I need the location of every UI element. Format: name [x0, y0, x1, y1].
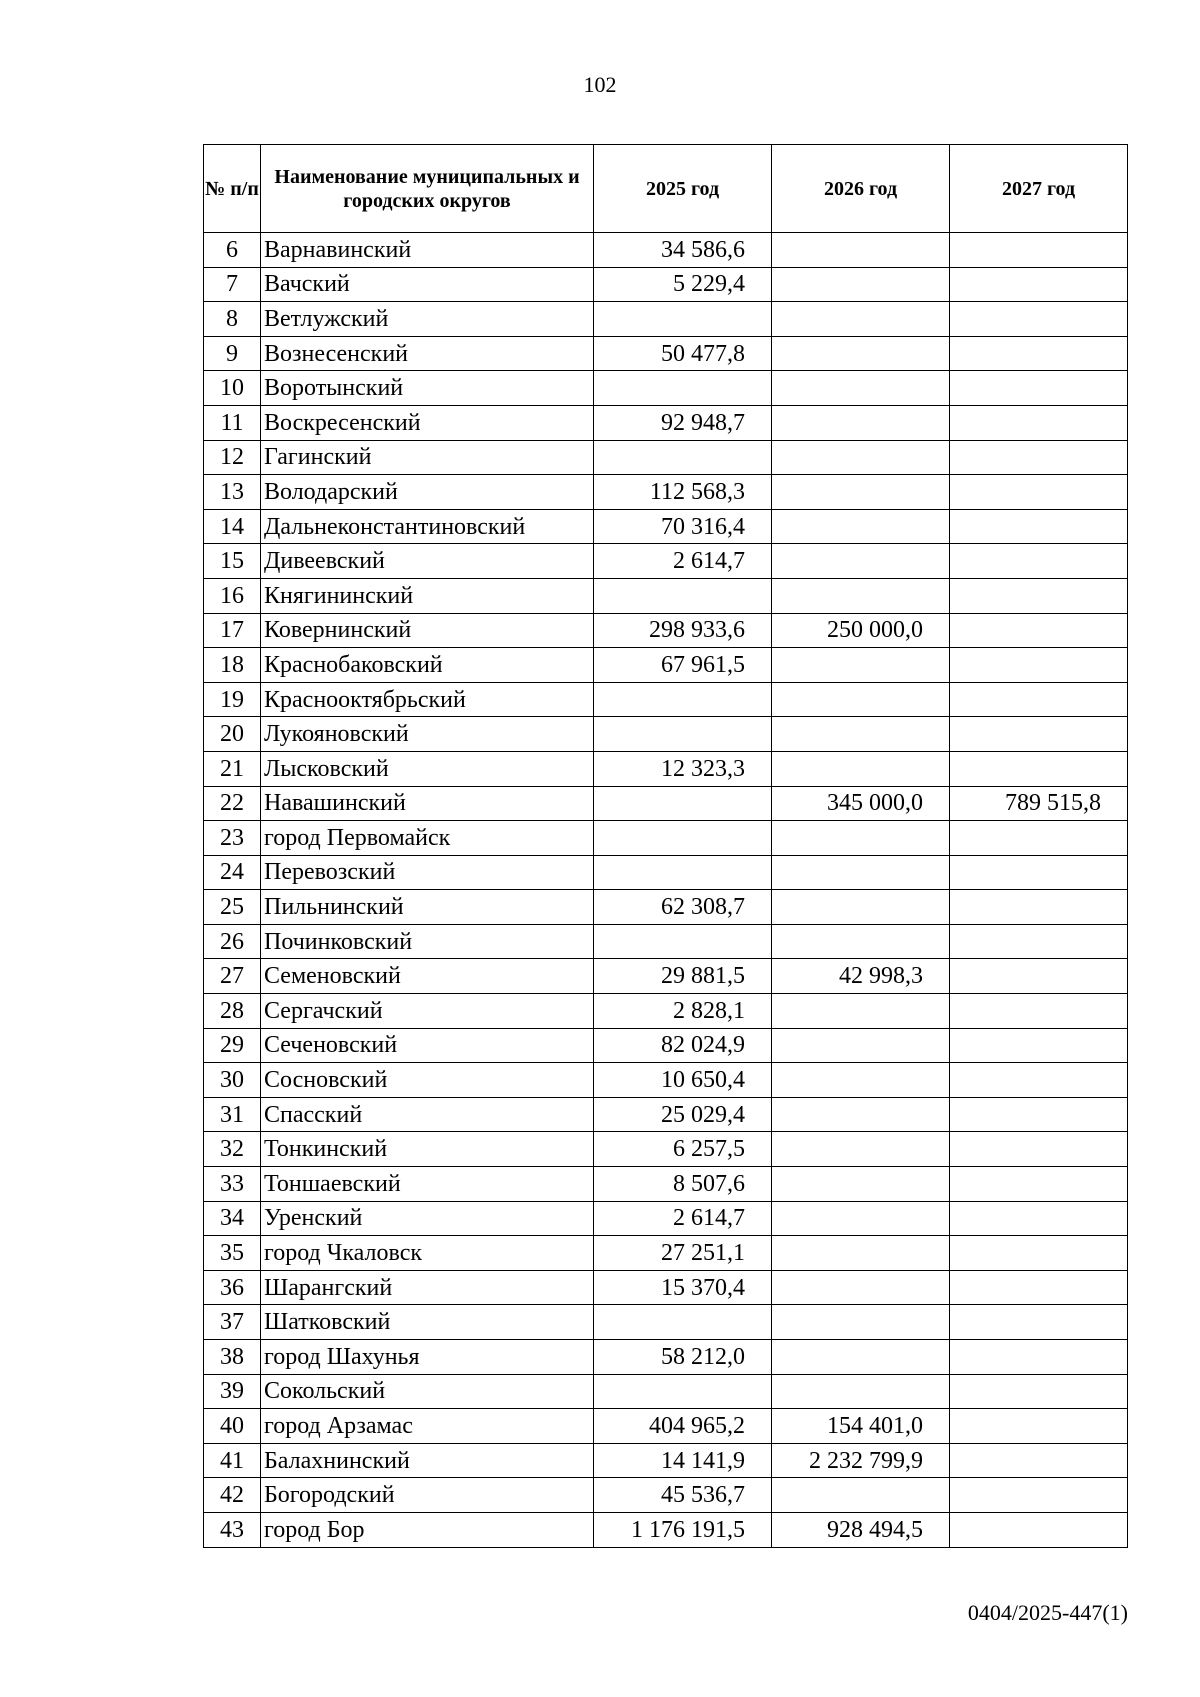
value-2026: 42 998,3: [772, 959, 950, 994]
value-2027: [950, 336, 1128, 371]
table-row: [204, 994, 1128, 1029]
row-number: 28: [204, 994, 261, 1029]
municipality-name: Сосновский: [261, 1063, 594, 1098]
municipality-name: Варнавинский: [261, 233, 594, 268]
table-row: [204, 682, 1128, 717]
row-number: 21: [204, 751, 261, 786]
value-2027: [950, 1443, 1128, 1478]
value-2025: 67 961,5: [594, 648, 772, 683]
municipality-name: Гагинский: [261, 440, 594, 475]
table-row: [204, 1443, 1128, 1478]
row-number: 43: [204, 1512, 261, 1547]
value-2027: [950, 751, 1128, 786]
value-2025: [594, 682, 772, 717]
value-2026: [772, 1167, 950, 1202]
table-row: [204, 302, 1128, 337]
value-2027: [950, 890, 1128, 925]
value-2027: [950, 1201, 1128, 1236]
row-number: 39: [204, 1374, 261, 1409]
value-2027: [950, 1270, 1128, 1305]
value-2026: [772, 405, 950, 440]
municipality-name: Вознесенский: [261, 336, 594, 371]
value-2027: 789 515,8: [950, 786, 1128, 821]
municipality-name: Навашинский: [261, 786, 594, 821]
value-2025: [594, 924, 772, 959]
value-2027: [950, 1097, 1128, 1132]
document-code: 0404/2025-447(1): [967, 1600, 1128, 1625]
value-2026: [772, 751, 950, 786]
table-row: [204, 1270, 1128, 1305]
value-2025: 45 536,7: [594, 1478, 772, 1513]
row-number: 42: [204, 1478, 261, 1513]
value-2027: [950, 1028, 1128, 1063]
value-2027: [950, 924, 1128, 959]
row-number: 25: [204, 890, 261, 925]
value-2025: 8 507,6: [594, 1167, 772, 1202]
row-number: 38: [204, 1340, 261, 1375]
value-2027: [950, 440, 1128, 475]
value-2025: 15 370,4: [594, 1270, 772, 1305]
table-row: [204, 1097, 1128, 1132]
table-row: [204, 717, 1128, 752]
value-2025: 82 024,9: [594, 1028, 772, 1063]
value-2027: [950, 475, 1128, 510]
table-row: [204, 821, 1128, 856]
municipality-name: Шатковский: [261, 1305, 594, 1340]
value-2027: [950, 267, 1128, 302]
value-2026: [772, 440, 950, 475]
value-2026: [772, 994, 950, 1029]
value-2025: [594, 302, 772, 337]
row-number: 14: [204, 509, 261, 544]
value-2025: 2 828,1: [594, 994, 772, 1029]
value-2025: 29 881,5: [594, 959, 772, 994]
municipality-name: Княгининский: [261, 578, 594, 613]
row-number: 24: [204, 855, 261, 890]
municipality-name: город Шахунья: [261, 1340, 594, 1375]
row-number: 6: [204, 233, 261, 268]
allocation-table: [203, 144, 1128, 1548]
value-2025: [594, 821, 772, 856]
municipality-name: Дальнеконстантиновский: [261, 509, 594, 544]
row-number: 41: [204, 1443, 261, 1478]
table-row: [204, 1132, 1128, 1167]
value-2027: [950, 578, 1128, 613]
value-2025: [594, 1305, 772, 1340]
value-2027: [950, 544, 1128, 579]
value-2027: [950, 1374, 1128, 1409]
value-2025: [594, 786, 772, 821]
row-number: 11: [204, 405, 261, 440]
value-2027: [950, 1512, 1128, 1547]
value-2027: [950, 302, 1128, 337]
value-2027: [950, 821, 1128, 856]
value-2027: [950, 1063, 1128, 1098]
table-row: [204, 440, 1128, 475]
value-2026: [772, 233, 950, 268]
table-row: [204, 924, 1128, 959]
value-2025: 70 316,4: [594, 509, 772, 544]
value-2026: [772, 717, 950, 752]
row-number: 15: [204, 544, 261, 579]
value-2026: 345 000,0: [772, 786, 950, 821]
value-2025: 112 568,3: [594, 475, 772, 510]
row-number: 35: [204, 1236, 261, 1271]
row-number: 37: [204, 1305, 261, 1340]
row-number: 22: [204, 786, 261, 821]
value-2025: [594, 440, 772, 475]
row-number: 10: [204, 371, 261, 406]
value-2027: [950, 613, 1128, 648]
value-2026: [772, 1097, 950, 1132]
value-2027: [950, 405, 1128, 440]
table-row: [204, 1236, 1128, 1271]
row-number: 7: [204, 267, 261, 302]
value-2026: 154 401,0: [772, 1409, 950, 1444]
table-row: [204, 544, 1128, 579]
value-2026: [772, 475, 950, 510]
header-2025: 2025 год: [594, 145, 772, 233]
table-row: [204, 1374, 1128, 1409]
row-number: 29: [204, 1028, 261, 1063]
value-2026: 250 000,0: [772, 613, 950, 648]
value-2026: [772, 1374, 950, 1409]
value-2026: [772, 509, 950, 544]
value-2027: [950, 648, 1128, 683]
value-2027: [950, 1340, 1128, 1375]
value-2027: [950, 1236, 1128, 1271]
value-2026: [772, 1478, 950, 1513]
value-2025: 92 948,7: [594, 405, 772, 440]
value-2027: [950, 994, 1128, 1029]
municipality-name: Перевозский: [261, 855, 594, 890]
value-2026: 928 494,5: [772, 1512, 950, 1547]
municipality-name: Пильнинский: [261, 890, 594, 925]
value-2025: 298 933,6: [594, 613, 772, 648]
row-number: 23: [204, 821, 261, 856]
municipality-name: Сокольский: [261, 1374, 594, 1409]
table-row: [204, 509, 1128, 544]
row-number: 16: [204, 578, 261, 613]
header-2026: 2026 год: [772, 145, 950, 233]
table-row: [204, 1512, 1128, 1547]
row-number: 8: [204, 302, 261, 337]
municipality-name: Тоншаевский: [261, 1167, 594, 1202]
municipality-name: Семеновский: [261, 959, 594, 994]
municipality-name: город Первомайск: [261, 821, 594, 856]
municipality-name: Лукояновский: [261, 717, 594, 752]
table-row: [204, 751, 1128, 786]
value-2026: [772, 1063, 950, 1098]
value-2026: [772, 1132, 950, 1167]
row-number: 17: [204, 613, 261, 648]
municipality-name: Балахнинский: [261, 1443, 594, 1478]
value-2026: [772, 544, 950, 579]
table-row: [204, 475, 1128, 510]
table-row: [204, 578, 1128, 613]
municipality-name: город Бор: [261, 1512, 594, 1547]
municipality-name: Тонкинский: [261, 1132, 594, 1167]
table-row: [204, 1201, 1128, 1236]
value-2025: 404 965,2: [594, 1409, 772, 1444]
municipality-name: Воскресенский: [261, 405, 594, 440]
value-2025: [594, 1374, 772, 1409]
value-2026: [772, 821, 950, 856]
value-2026: [772, 1028, 950, 1063]
value-2026: [772, 371, 950, 406]
value-2027: [950, 1409, 1128, 1444]
table-row: [204, 233, 1128, 268]
header-num: № п/п: [204, 145, 261, 233]
row-number: 19: [204, 682, 261, 717]
row-number: 32: [204, 1132, 261, 1167]
header-name: Наименование муниципальных и городских округов: [261, 145, 594, 233]
municipality-name: город Арзамас: [261, 1409, 594, 1444]
table-row: [204, 786, 1128, 821]
page-number: 102: [583, 72, 617, 97]
value-2025: 1 176 191,5: [594, 1512, 772, 1547]
value-2025: 34 586,6: [594, 233, 772, 268]
table-row: [204, 267, 1128, 302]
value-2026: [772, 1236, 950, 1271]
value-2025: 27 251,1: [594, 1236, 772, 1271]
value-2026: [772, 855, 950, 890]
table-row: [204, 959, 1128, 994]
municipality-name: Починковский: [261, 924, 594, 959]
table-row: [204, 336, 1128, 371]
table-row: [204, 648, 1128, 683]
row-number: 34: [204, 1201, 261, 1236]
value-2025: [594, 371, 772, 406]
table-row: [204, 405, 1128, 440]
value-2026: [772, 1270, 950, 1305]
value-2027: [950, 1478, 1128, 1513]
row-number: 30: [204, 1063, 261, 1098]
value-2025: 58 212,0: [594, 1340, 772, 1375]
value-2027: [950, 1305, 1128, 1340]
value-2027: [950, 1132, 1128, 1167]
table-header-row: [204, 145, 1128, 233]
table-row: [204, 371, 1128, 406]
row-number: 31: [204, 1097, 261, 1132]
municipality-name: Володарский: [261, 475, 594, 510]
municipality-name: город Чкаловск: [261, 1236, 594, 1271]
value-2025: 2 614,7: [594, 544, 772, 579]
row-number: 18: [204, 648, 261, 683]
municipality-name: Богородский: [261, 1478, 594, 1513]
value-2027: [950, 371, 1128, 406]
value-2026: [772, 1305, 950, 1340]
value-2026: [772, 578, 950, 613]
value-2025: 10 650,4: [594, 1063, 772, 1098]
table-row: [204, 890, 1128, 925]
value-2026: [772, 648, 950, 683]
row-number: 20: [204, 717, 261, 752]
value-2025: [594, 717, 772, 752]
municipality-name: Краснооктябрьский: [261, 682, 594, 717]
value-2027: [950, 717, 1128, 752]
value-2025: 2 614,7: [594, 1201, 772, 1236]
municipality-name: Ветлужский: [261, 302, 594, 337]
value-2026: [772, 682, 950, 717]
row-number: 9: [204, 336, 261, 371]
header-2027: 2027 год: [950, 145, 1128, 233]
table-row: [204, 1063, 1128, 1098]
value-2025: 12 323,3: [594, 751, 772, 786]
table-row: [204, 1409, 1128, 1444]
value-2025: 5 229,4: [594, 267, 772, 302]
row-number: 26: [204, 924, 261, 959]
municipality-name: Дивеевский: [261, 544, 594, 579]
row-number: 36: [204, 1270, 261, 1305]
value-2027: [950, 855, 1128, 890]
table-row: [204, 1340, 1128, 1375]
value-2026: [772, 924, 950, 959]
row-number: 33: [204, 1167, 261, 1202]
municipality-name: Вачский: [261, 267, 594, 302]
municipality-name: Уренский: [261, 1201, 594, 1236]
municipality-name: Ковернинский: [261, 613, 594, 648]
value-2027: [950, 959, 1128, 994]
value-2025: 25 029,4: [594, 1097, 772, 1132]
value-2025: [594, 855, 772, 890]
row-number: 13: [204, 475, 261, 510]
value-2027: [950, 682, 1128, 717]
value-2027: [950, 509, 1128, 544]
table-row: [204, 1305, 1128, 1340]
row-number: 40: [204, 1409, 261, 1444]
value-2025: 14 141,9: [594, 1443, 772, 1478]
value-2025: 50 477,8: [594, 336, 772, 371]
value-2026: [772, 1201, 950, 1236]
municipality-name: Воротынский: [261, 371, 594, 406]
value-2027: [950, 233, 1128, 268]
row-number: 12: [204, 440, 261, 475]
value-2026: 2 232 799,9: [772, 1443, 950, 1478]
municipality-name: Краснобаковский: [261, 648, 594, 683]
municipality-name: Спасский: [261, 1097, 594, 1132]
value-2026: [772, 302, 950, 337]
table-row: [204, 855, 1128, 890]
row-number: 27: [204, 959, 261, 994]
value-2027: [950, 1167, 1128, 1202]
table-row: [204, 1167, 1128, 1202]
municipality-name: Сеченовский: [261, 1028, 594, 1063]
municipality-name: Шарангский: [261, 1270, 594, 1305]
municipality-name: Сергачский: [261, 994, 594, 1029]
allocation-table-wrapper: [203, 144, 1128, 1548]
value-2025: 62 308,7: [594, 890, 772, 925]
municipality-name: Лысковский: [261, 751, 594, 786]
value-2025: 6 257,5: [594, 1132, 772, 1167]
table-row: [204, 1478, 1128, 1513]
table-body: [204, 233, 1128, 1548]
value-2026: [772, 1340, 950, 1375]
value-2026: [772, 336, 950, 371]
table-row: [204, 1028, 1128, 1063]
table-row: [204, 613, 1128, 648]
value-2026: [772, 267, 950, 302]
value-2025: [594, 578, 772, 613]
value-2026: [772, 890, 950, 925]
